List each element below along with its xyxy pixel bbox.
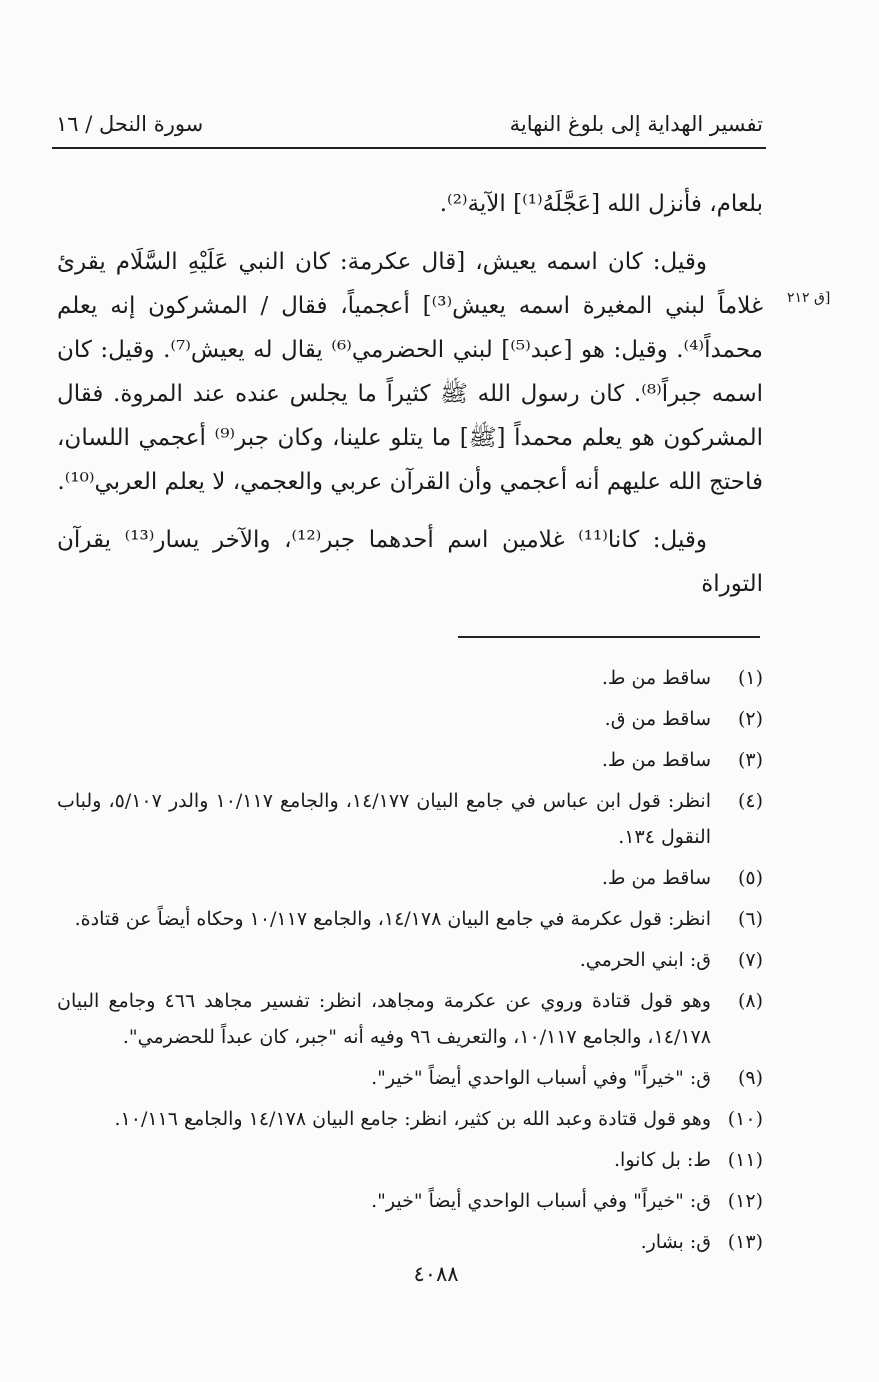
- footnote-item: [57, 983, 763, 1055]
- page-number: ٤٠٨٨: [413, 1262, 459, 1286]
- manuscript-folio-note: [ق ٢١٢: [787, 290, 831, 306]
- footnote-item: [57, 701, 763, 737]
- footnote-item: [57, 942, 763, 978]
- footnote-text: ق: بشار.: [640, 1231, 711, 1253]
- footnote-number: (٢): [737, 708, 763, 730]
- footnote-number: (٣): [737, 749, 763, 771]
- footnote-number: (١٠): [727, 1108, 763, 1130]
- footnote-number: (٩): [737, 1067, 763, 1089]
- footnote-item: [57, 783, 763, 855]
- footnote-number: (١٣): [727, 1231, 763, 1253]
- footnote-text: ساقط من ط.: [601, 749, 711, 771]
- footnote-divider: [458, 636, 760, 638]
- running-header-surah: سورة النحل / ١٦: [56, 112, 204, 136]
- footnote-item: [57, 901, 763, 937]
- footnote-item: [57, 660, 763, 696]
- footnote-number: (٤): [737, 790, 763, 812]
- footnote-item: [57, 742, 763, 778]
- footnote-item: [57, 1101, 763, 1137]
- footnote-text: ق: "خيراً" وفي أسباب الواحدي أيضاً "خير".: [371, 1067, 711, 1089]
- footnote-text: ساقط من ط.: [601, 867, 711, 889]
- footnote-number: (١٢): [727, 1190, 763, 1212]
- body-paragraph: وقيل: كانا⁽¹¹⁾ غلامين اسم أحدهما جبر⁽¹²⁾، والآخر يسار⁽¹³⁾ يقرآن التوراة: [57, 527, 763, 597]
- footnote-text: ق: "خيراً" وفي أسباب الواحدي أيضاً "خير".: [371, 1190, 711, 1212]
- footnote-number: (٥): [737, 867, 763, 889]
- footnote-number: (٦): [737, 908, 763, 930]
- footnote-text: وهو قول قتادة وعبد الله بن كثير، انظر: جامع البيان ١٤/١٧٨ والجامع ١٠/١١٦.: [114, 1108, 711, 1130]
- footnote-text: ق: ابني الحرمي.: [579, 949, 711, 971]
- body-paragraph: بلعام، فأنزل الله [عَجَّلَهُ⁽¹⁾] الآية⁽²⁾.: [439, 191, 763, 217]
- main-text: [57, 182, 763, 620]
- footnote-item: [57, 1183, 763, 1219]
- footnote-text: انظر: قول ابن عباس في جامع البيان ١٤/١٧٧، والجامع ١٠/١١٧ والدر ٥/١٠٧، ولباب النقول ١٣٤.: [57, 790, 711, 848]
- footnote-number: (٧): [737, 949, 763, 971]
- footnote-text: ساقط من ق.: [604, 708, 711, 730]
- footnote-item: [57, 1060, 763, 1096]
- body-paragraph: وقيل: كان اسمه يعيش، [قال عكرمة: كان النبي عَلَيْهِ السَّلَام يقرئ غلاماً لبني المغيرة اسمه يعيش⁽³⁾] أعجمياً، فقال / المشركون إنه يعلم محمداً⁽⁴⁾. وقيل: هو [عبد⁽⁵⁾] لبني الحضرمي⁽⁶⁾ يقال له يعيش⁽⁷⁾. وقيل: كان اسمه جبراً⁽⁸⁾. كان رسول الله ﷺ كثيراً ما يجلس عنده عند المروة. فقال المشركون هو يعلم محمداً [ﷺ] ما يتلو علينا، وكان جبر⁽⁹⁾ أعجمي اللسان، فاحتج الله عليهم أنه أعجمي وأن القرآن عربي والعجمي، لا يعلم العربي⁽¹⁰⁾.: [57, 249, 764, 495]
- footnote-text: ط: بل كانوا.: [614, 1149, 711, 1171]
- footnote-text: انظر: قول عكرمة في جامع البيان ١٤/١٧٨، والجامع ١٠/١١٧ وحكاه أيضاً عن قتادة.: [74, 908, 711, 930]
- footnote-number: (٨): [737, 990, 763, 1012]
- footnote-text: ساقط من ط.: [601, 667, 711, 689]
- footnote-item: [57, 1142, 763, 1178]
- header-divider: [52, 147, 766, 149]
- footnote-number: (١): [737, 667, 763, 689]
- footnote-item: [57, 860, 763, 896]
- footnote-number: (١١): [727, 1149, 763, 1171]
- footnotes-list: [57, 660, 763, 1265]
- footnote-item: [57, 1224, 763, 1260]
- footnote-text: وهو قول قتادة وروي عن عكرمة ومجاهد، انظر: تفسير مجاهد ٤٦٦ وجامع البيان ١٤/١٧٨، والجامع ١٠/١١٧، والتعريف ٩٦ وفيه أنه "جبر، كان عبداً للحضرمي".: [57, 990, 711, 1048]
- running-header-title: تفسير الهداية إلى بلوغ النهاية: [509, 112, 763, 136]
